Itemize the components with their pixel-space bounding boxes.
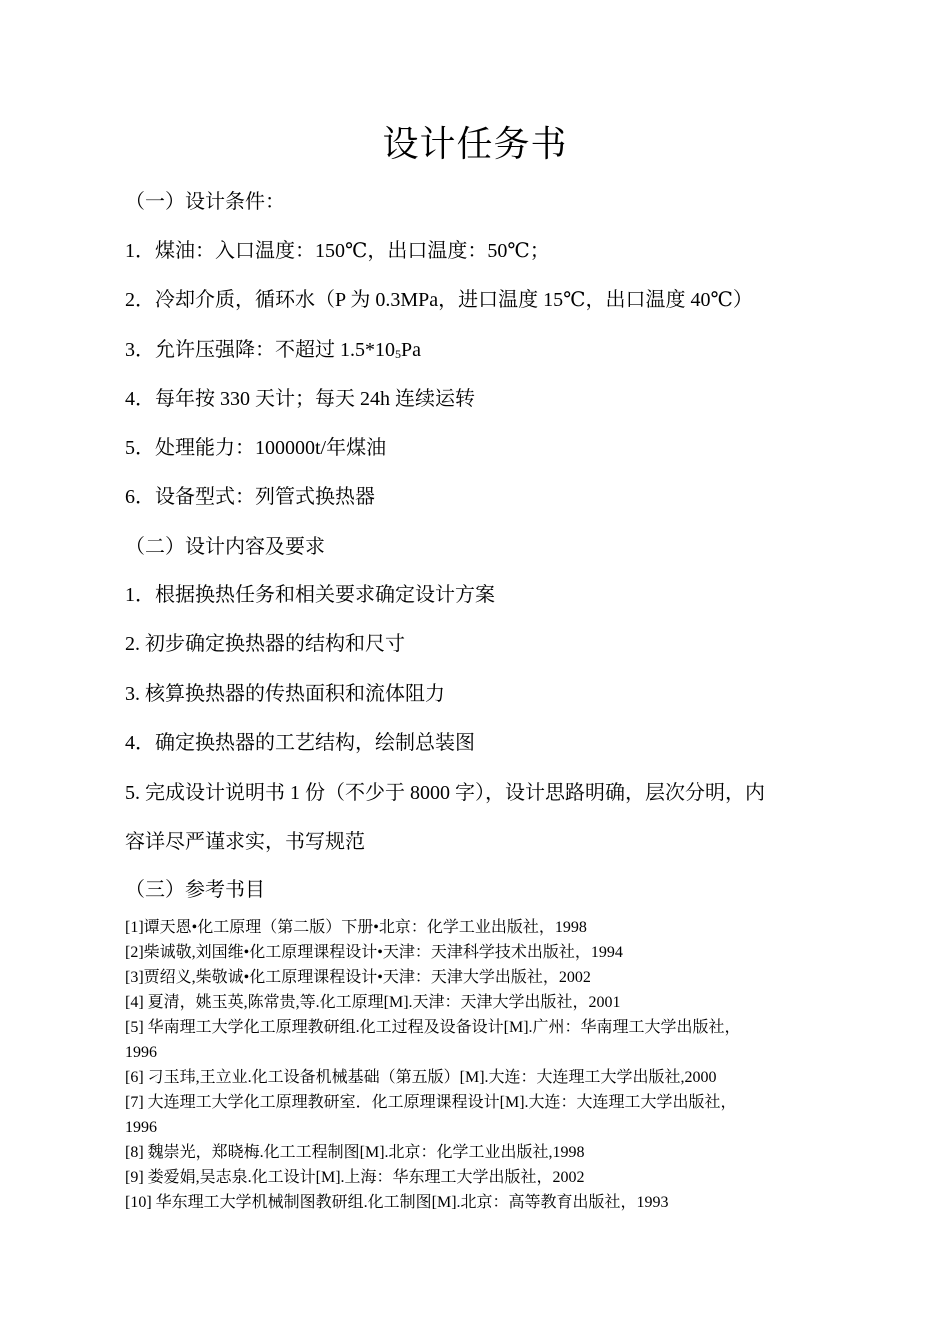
pressure-drop-unit: Pa (401, 339, 421, 361)
reference-item: [4] 夏清，姚玉英,陈常贵,等.化工原理[M].天津：天津大学出版社，2001 (125, 994, 621, 1011)
condition-item-pressure-drop (125, 337, 421, 365)
requirement-item: 1．根据换热任务和相关要求确定设计方案 (125, 584, 495, 606)
condition-item: 1．煤油：入口温度：150℃，出口温度：50℃； (125, 240, 550, 262)
requirement-item: 2. 初步确定换热器的结构和尺寸 (125, 633, 405, 655)
pressure-drop-text: 3．允许压强降：不超过 1.5*10 (125, 339, 395, 361)
pressure-drop-exponent: 5 (395, 347, 401, 361)
condition-item: 6．设备型式：列管式换热器 (125, 486, 375, 508)
requirement-item: 4．确定换热器的工艺结构，绘制总装图 (125, 732, 475, 754)
condition-item: 5．处理能力：100000t/年煤油 (125, 437, 387, 459)
reference-item: [7] 大连理工大学化工原理教研室．化工原理课程设计[M].大连：大连理工大学出版社， (125, 1094, 737, 1111)
reference-item: [5] 华南理工大学化工原理教研组.化工过程及设备设计[M].广州：华南理工大学出版社， (125, 1019, 741, 1036)
page-title: 设计任务书 (382, 124, 568, 165)
requirement-item-continuation: 容详尽严谨求实，书写规范 (125, 831, 365, 853)
reference-item: [9] 娄爱娟,吴志泉.化工设计[M].上海：华东理工大学出版社，2002 (125, 1169, 585, 1186)
condition-item: 4．每年按 330 天计；每天 24h 连续运转 (125, 388, 475, 410)
reference-item: [3]贾绍义,柴敬诚•化工原理课程设计•天津：天津大学出版社，2002 (125, 969, 591, 986)
reference-item: [6] 刁玉玮,王立业.化工设备机械基础（第五版）[M].大连：大连理工大学出版社,2000 (125, 1069, 717, 1086)
requirement-item: 3. 核算换热器的传热面积和流体阻力 (125, 683, 445, 705)
section-heading-references: （三）参考书目 (125, 879, 265, 901)
requirement-item: 5. 完成设计说明书 1 份（不少于 8000 字），设计思路明确，层次分明，内 (125, 782, 765, 804)
reference-item: [10] 华东理工大学机械制图教研组.化工制图[M].北京：高等教育出版社，1993 (125, 1194, 669, 1211)
reference-item-continuation: 1996 (125, 1119, 157, 1136)
section-heading-conditions: （一）设计条件： (125, 191, 285, 213)
reference-item: [1]谭天恩•化工原理（第二版）下册•北京：化学工业出版社，1998 (125, 919, 587, 936)
condition-item: 2．冷却介质，循环水（P 为 0.3MPa，进口温度 15℃，出口温度 40℃） (125, 289, 753, 311)
reference-item-continuation: 1996 (125, 1044, 157, 1061)
section-heading-requirements: （二）设计内容及要求 (125, 536, 325, 558)
reference-item: [8] 魏崇光，郑晓梅.化工工程制图[M].北京：化学工业出版社,1998 (125, 1144, 585, 1161)
reference-item: [2]柴诚敬,刘国维•化工原理课程设计•天津：天津科学技术出版社，1994 (125, 944, 623, 961)
